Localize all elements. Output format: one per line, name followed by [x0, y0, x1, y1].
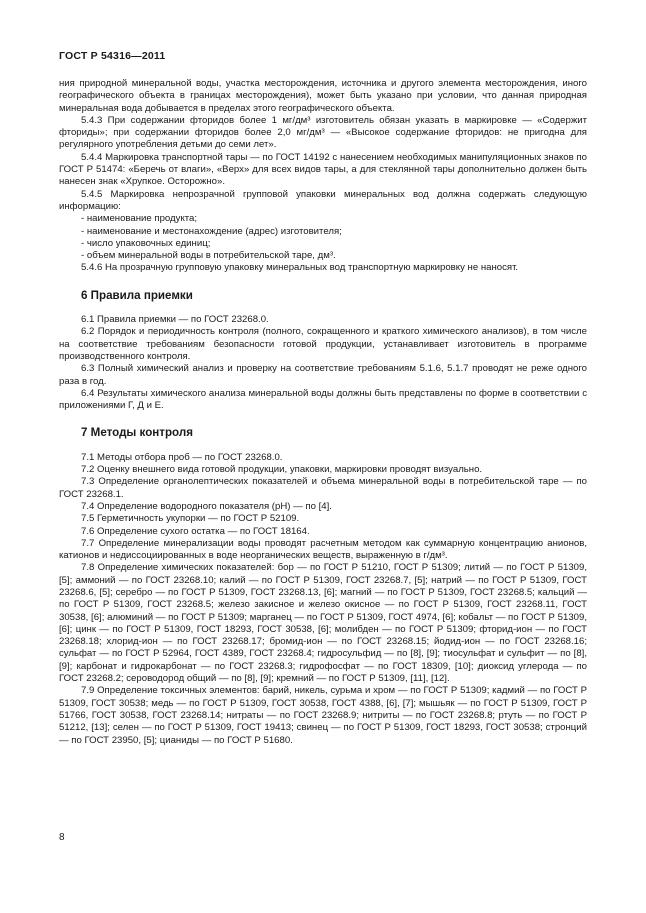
list-item: - наименование и местонахождение (адрес) изготовителя;	[81, 225, 342, 237]
paragraph: 6.2 Порядок и периодичность контроля (полного, сокращенного и краткого химического анализов), в том числе на соответствие требованиям безопасности готовой продукции, устанавливает изготовитель в программе производственного контроля.	[59, 326, 587, 362]
document-body	[59, 78, 587, 747]
paragraph: 6.3 Полный химический анализ и проверку на соответствие требованиям 5.1.6, 5.1.7 проводят не реже одного раза в год.	[59, 363, 587, 387]
paragraph: 5.4.4 Маркировка транспортной тары — по ГОСТ 14192 с нанесением необходимых манипуляционных знаков по ГОСТ Р 51474: «Беречь от влаги», «Верх» для всех видов тары, а для стеклянной тары дополнительно должен быть нанесен знак «Хрупкое. Осторожно».	[59, 151, 587, 188]
paragraph: ния природной минеральной воды, участка месторождения, источника и другого элемента месторождения, иного географического объекта в границах месторождения), может быть указано при условии, что данная природная минеральная вода добывается в пределах этого географического объекта.	[59, 78, 587, 114]
page-number: 8	[59, 832, 65, 843]
paragraph: 5.4.6 На прозрачную групповую упаковку минеральных вод транспортную маркировку не наносят.	[81, 262, 519, 274]
paragraph: 7.9 Определение токсичных элементов: барий, никель, сурьма и хром — по ГОСТ Р 51309; кадмий — по ГОСТ Р 51309, ГОСТ 30538; медь — по ГОСТ Р 51309, ГОСТ 30538, ГОСТ 4388, [6], [7]; мышьяк — по ГОСТ Р 51309, ГОСТ Р 51766, ГОСТ 30538, ГОСТ 23268.14; нитраты — по ГОСТ 23268.9; нитриты — по ГОСТ 23268.8; ртуть — по ГОСТ Р 51212, [13]; селен — по ГОСТ Р 51309, ГОСТ 19413; свинец — по ГОСТ Р 51309, ГОСТ 18293, ГОСТ 30538; стронций — по ГОСТ 23950, [5]; цианиды — по ГОСТ Р 51680.	[59, 685, 587, 746]
paragraph: 7.6 Определение сухого остатка — по ГОСТ 18164.	[81, 525, 310, 537]
document-header: ГОСТ Р 54316—2011	[59, 50, 166, 62]
paragraph: 6.4 Результаты химического анализа минеральной воды должны быть представлены по форме в соответствии с приложениями Г, Д и Е.	[59, 387, 587, 412]
paragraph: 7.8 Определение химических показателей: бор — по ГОСТ Р 51210, ГОСТ Р 51309; литий — по ГОСТ Р 51309, [5]; аммоний — по ГОСТ 23268.10; калий — по ГОСТ Р 51309, ГОСТ 23268.7, [5]; натрий — по ГОСТ Р 51309, ГОСТ 23268.6, [5]; серебро — по ГОСТ Р 51309, ГОСТ 23268.13, [6]; магний — по ГОСТ Р 51309, ГОСТ 23268.5; кальций — по ГОСТ Р 51309, ГОСТ 23268.5; железо закисное и железо окисное — по ГОСТ Р 51309, ГОСТ 23268.11, ГОСТ 30538, [6]; алюминий — по ГОСТ Р 51309; марганец — по ГОСТ Р 51309, ГОСТ 4974, [6]; кобальт — по ГОСТ Р 51309, [6]; цинк — по ГОСТ Р 51309, ГОСТ 18293, ГОСТ 30538, [6]; молибден — по ГОСТ Р 51309; фторид-ион — по ГОСТ 23268.18; хлорид-ион — по ГОСТ 23268.17; бромид-ион — по ГОСТ 23268.15; йодид-ион — по ГОСТ 23268.16; сульфат — по ГОСТ Р 52964, ГОСТ 4389, ГОСТ 23268.4; гидросульфид — по [8], [9]; тиосульфат и сульфит — по [8], [9]; карбонат и гидрокарбонат — по ГОСТ 23268.3; гидрофосфат — по ГОСТ 18309, [10]; диоксид углерода — по ГОСТ 23268.2; сероводород общий — по [8], [9]; кремний — по ГОСТ Р 51309, [11], [12].	[59, 562, 587, 685]
list-item: - наименование продукта;	[81, 213, 198, 225]
paragraph: 7.2 Оценку внешнего вида готовой продукции, упаковки, маркировки проводят визуально.	[81, 464, 483, 476]
paragraph: 7.1 Методы отбора проб — по ГОСТ 23268.0.	[81, 451, 283, 463]
paragraph: 5.4.3 При содержании фторидов более 1 мг/дм³ изготовитель обязан указать в маркировке — «Содержит фториды»; при содержании фторидов более 2,0 мг/дм³ — «Высокое содержание фторидов: не пригодна для регулярного употребления детьми до семи лет».	[59, 114, 587, 151]
list-item: - число упаковочных единиц;	[81, 237, 211, 249]
paragraph: 7.3 Определение органолептических показателей и объема минеральной воды в потребительской таре — по ГОСТ 23268.1.	[59, 476, 587, 500]
paragraph: 6.1 Правила приемки — по ГОСТ 23268.0.	[81, 314, 269, 326]
list-item: - объем минеральной воды в потребительской таре, дм³.	[81, 250, 336, 262]
section-heading: 7 Методы контроля	[81, 426, 193, 440]
paragraph: 5.4.5 Маркировка непрозрачной групповой упаковки минеральных вод должна содержать следующую информацию:	[59, 188, 587, 212]
paragraph: 7.5 Герметичность укупорки — по ГОСТ Р 52109.	[81, 513, 300, 525]
section-heading: 6 Правила приемки	[81, 288, 193, 302]
paragraph: 7.7 Определение минерализации воды проводят расчетным методом как суммарную концентрацию анионов, катионов и недиссоциированных в воде неорганических веществ, выраженную в г/дм³.	[59, 537, 587, 562]
paragraph: 7.4 Определение водородного показателя (рН) — по [4].	[81, 500, 332, 512]
